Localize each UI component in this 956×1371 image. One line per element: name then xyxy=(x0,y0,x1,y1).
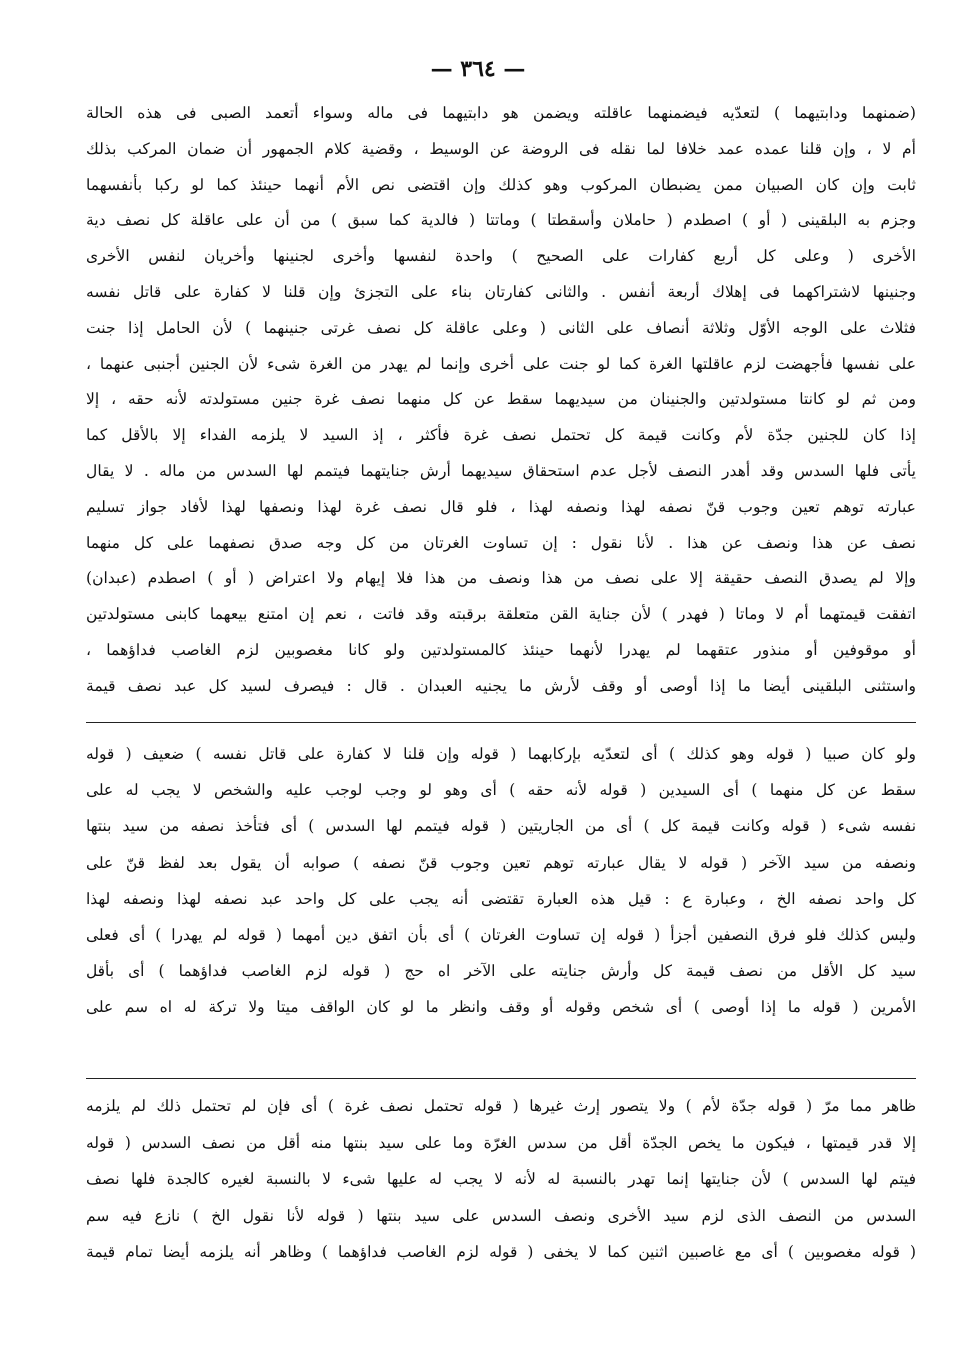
commentary-line: إلا قدر قيمتها ، فيكون ما يخص الجدّة أقل من سدس الغرّة وما على سيد بنتها منه أقل من نصف السدس ( قوله xyxy=(86,1133,916,1152)
main-text-block xyxy=(86,96,916,705)
commentary-line: ونصفه من سيد الآخر ( قوله لا يقال عبارته توهم تعين وجوب قنّ نصفه ) صوابه أن يقول بعد لفظ قنّ على xyxy=(86,853,916,872)
main-text-line: نصف عن هذا ونصف عن هذا . لأنا نقول : إن تساوت الغرتان من كل وجه صدق نصفهما على كل منهما xyxy=(86,533,916,552)
commentary-line: ( قوله مغصوبين ) أى مع غاصبين اثنين كما لا يخفى ( قوله لزم الغاصب فداؤهما ) وظاهر أنه يلزمه أيضا تمام قيمة xyxy=(86,1243,916,1262)
main-text-line: أم لا ، وإن قلنا عمده عمد خلافا لما نقله فى الروضة عن الوسيط ، وقضية كلام الجمهور أن ضمان المركب بذلك xyxy=(86,139,916,158)
main-text-line: واستثنى البلقينى أيضا ما إذا أوصى أو وقف لأرش ما يجنيه العبدان . قال : فيصرف لسيد كل عبد نصف قيمة xyxy=(86,676,916,695)
main-text-line: إذا كان للجنين جدّة لأم وكانت قيمة كل تحتمل نصف غرة فأكثر ، إذ السيد لا يلزمه الفداء إلا بالأقل كما xyxy=(86,426,916,445)
commentary-line: ظاهر مما مرّ ( قوله جدّة لأم ) ولا يتصور إرث غيرها ( قوله تحتمل نصف غرة ) أى فإن لم تحتمل ذلك لم يلزمه xyxy=(86,1097,916,1115)
main-text-line: عبارته توهم تعين وجوب قنّ نصفه لهذا ونصفه لهذا ، فلو قال نصف غرة لهذا ونصفها لهذا لأفاد جواز تسليم xyxy=(86,497,916,516)
main-text-line: الأخرى ( وعلى كل أربع كفارات على الصحيح ) واحدة لنفسها وأخرى لجنينها وأخريان لنفس الأخرى xyxy=(86,247,916,266)
commentary-line: فيتم لها السدس ) لأن جنايتها إنما تهدر بالنسبة له لأنه لا يجب له عليها شىء لا بالنسبة لغيره كالجدة فلها نصف xyxy=(86,1170,916,1189)
main-text-line: يأتى فلها السدس وقد أهدر النصف لأجل عدم استحقاق سيديهما أرش جنايتهما فيتمم لها السدس من ماله . لا يقال xyxy=(86,461,916,480)
main-text-line: اتفقت قيمتهما أم لا وماتا ( فهدر ) لأن جناية القن متعلقة برقبته وقد فاتت ، نعم إن امتنع بيعهما كابنى مستولدتين xyxy=(86,605,916,624)
commentary-line: الأمرين ( قوله ما إذا أوصى ) أى شخص وقوله أو وقف وانظر ما لو كان الواقف ميتا ولا تركة له اه سم على xyxy=(86,998,916,1017)
commentary-line: نفسه شىء ( قوله وكانت قيمة كل ) أى من الجاريتين ( قوله فيتمم لها السدس ) أى فتأخذ نصفه من سيد بنتها xyxy=(86,817,916,836)
commentary-line: وليس كذلك فلو فرق النصفين أجزأ ( قوله إن تساوت الغرتان ) أى بأن اتفق دين أمهما ( قوله لم يهدرا ) أى فعلى xyxy=(86,925,916,944)
commentary-line: ولو كان صبيا ( قوله وهو كذلك ) أى لتعدّيه بإركابهما ( قوله وإن قلنا لا كفارة على قاتل نفسه ) ضعيف ( قوله xyxy=(86,745,916,763)
main-text-line: وإلا لم يصدق النصف حقيقة إلا على نصف من هذا ونصف من هذا فلا إيهام ولا اعتراض ( أو ) اصطدم (عبدان) xyxy=(86,569,916,588)
main-text-line: وجنينها لاشتراكهما فى إهلاك أربعة أنفس . والثانى كفارتان بناء على التجزئ وإن قلنا لا كفارة على قاتل نفسه xyxy=(86,282,916,301)
commentary-line: كل واحد نصفه الخ ، وعبارة ع : قيل هذه العبارة تقتضى أنه يجب على كل واحد عبد نصفه لهذا ونصفه لهذا xyxy=(86,889,916,908)
commentary-line: السدس من النصف الذى لزم سيد الأخرى ونصف السدس على سيد بنتها ( قوله لأنا نقول الخ ) نازع فيه سم xyxy=(86,1206,916,1225)
main-text-line: ثابت وإن كان الصبيان ممن يضبطان المركوب وهو كذلك وإن اقتضى نص الأم أنهما حينئذ كما لو ركبا بأنفسهما xyxy=(86,175,916,194)
main-text-line: على نفسها فأجهضت لزم عاقلتها الغرة كما لو جنت على أخرى وإنما لم يهدر من الغرة شىء لأن الجنين أجنبى عنهما ، xyxy=(86,354,916,373)
commentary-block-1 xyxy=(86,736,916,1026)
footnote-divider-2 xyxy=(86,1078,916,1079)
main-text-line: وجزم به البلقينى ( أو ) اصطدم ( حاملان وأسقطتا ) وماتتا ( فالدية كما سبق ) من أن على عاقلة كل نصف دية xyxy=(86,211,916,230)
page-number: — ٣٦٤ — xyxy=(430,56,526,82)
commentary-block-2 xyxy=(86,1088,916,1271)
commentary-line: سقط عن كل منهما ) أى السيدين ( قوله لأنه حقه ) أى وهو لو وجب لوجب عليه والشخص لا يجب له على xyxy=(86,781,916,800)
main-text-line: فثلاث على الوجه الأوّل وثلاثة أنصاف على الثانى ( وعلى عاقلة كل نصف غرتى جنينهما ) لأن الحامل إذا جنت xyxy=(86,318,916,337)
commentary-line: سيد كل الأقل من نصف قيمة كل وأرش جنايته على الآخر اه حج ( قوله لزم الغاصب فداؤهما ) أى بأقل xyxy=(86,962,916,981)
footnote-divider xyxy=(86,722,916,723)
main-text-line: (ضمنهما ودابتيهما ) لتعدّيه فيضمنهما عاقلته ويضمن هو دابتيهما فى ماله وسواء أتعمد الصبى فى هذه الحالة xyxy=(86,104,916,122)
main-text-line: ومن ثم لو كانتا مستولدتين والجنينان من سيديهما سقط عن كل منهما نصف غرة جنين مستولدته لأنه حقه ، إلا xyxy=(86,390,916,409)
main-text-line: أو موقوفين أو منذور عتقهما لم يهدرا لأنهما حينئذ كالمستولدتين ولو كانا مغصوبين لزم الغاصب فداؤهما ، xyxy=(86,640,916,659)
